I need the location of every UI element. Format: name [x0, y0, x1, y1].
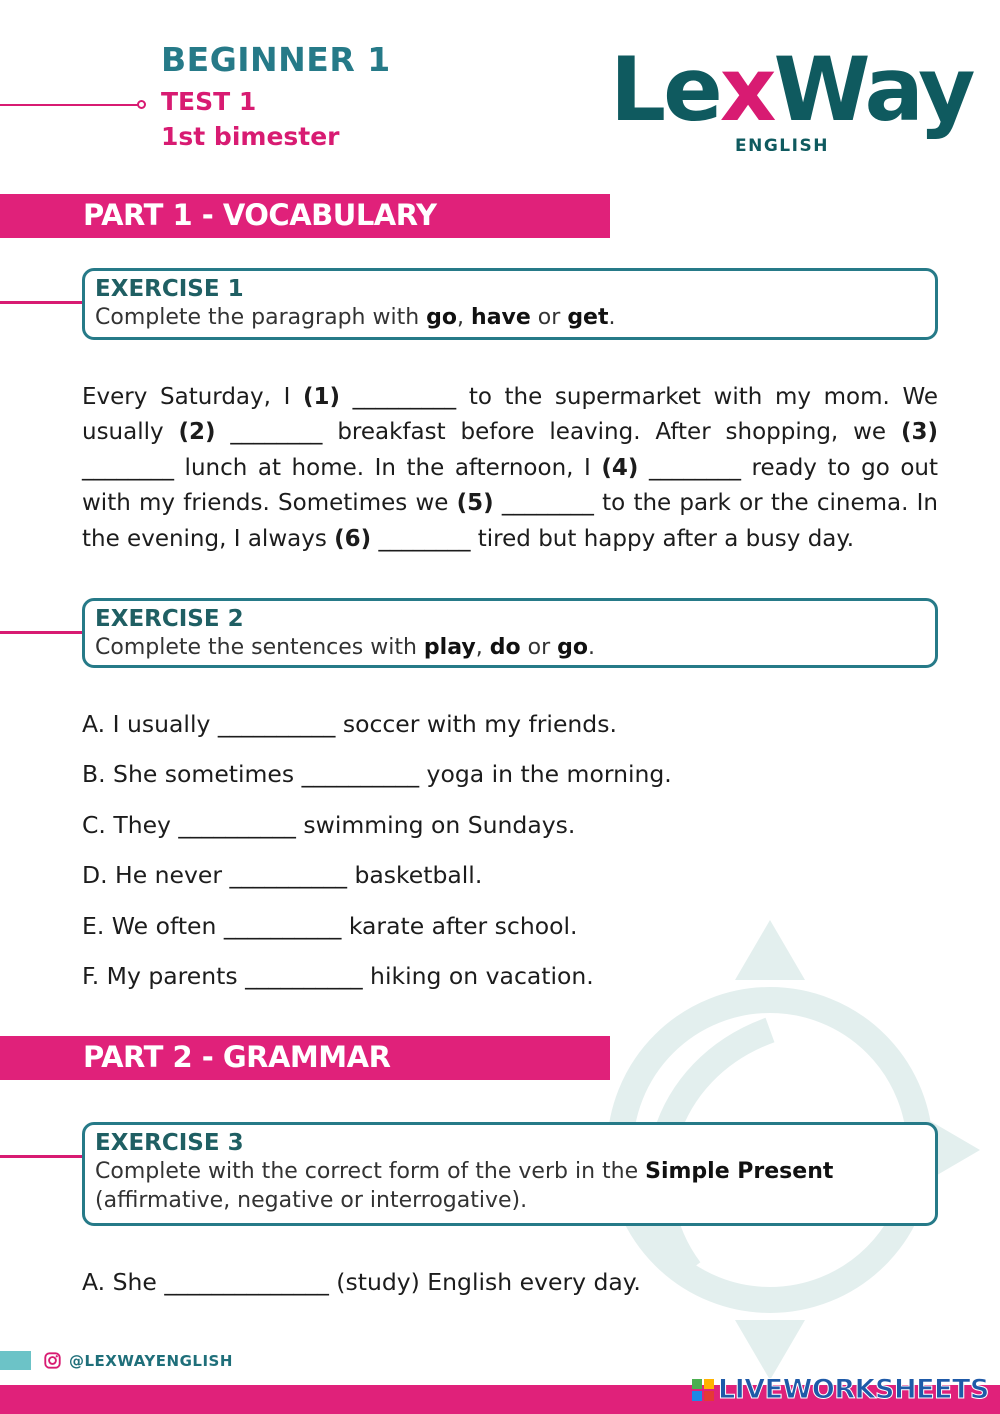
test-number: TEST 1 [161, 87, 257, 116]
exercise2-item-c[interactable]: C. They __________ swimming on Sundays. [82, 811, 576, 839]
exercise3-title: EXERCISE 3 [95, 1130, 244, 1156]
part1-banner [0, 194, 610, 238]
exercise2-item-e[interactable]: E. We often __________ karate after school. [82, 912, 578, 940]
exercise3-box [82, 1122, 938, 1226]
logo-wordmark: LexWay [610, 38, 973, 141]
exercise3-item-a[interactable]: A. She ______________ (study) English every day. [82, 1268, 641, 1296]
liveworksheets-logo[interactable] [692, 1374, 989, 1405]
part1-title: PART 1 - VOCABULARY [83, 198, 437, 232]
exercise2-instruction: Complete the sentences with play, do or go. [95, 635, 595, 660]
header-divider-dot [137, 100, 146, 109]
exercise1-paragraph: Every Saturday, I (1) _________ to the supermarket with my mom. We usually (2) ________ breakfast before leaving. After shopping, we (3) ________ lunch at home. In the afternoon, I (4) ________ ready to go out with my friends. Sometimes we (5) ________ to the park or the cinema. In the evening, I always (6) ________ tired but happy after a busy day. [82, 384, 939, 552]
exercise1-title: EXERCISE 1 [95, 276, 244, 302]
test-level-title: BEGINNER 1 [161, 40, 391, 79]
part2-title: PART 2 - GRAMMAR [83, 1040, 391, 1074]
exercise3-instruction-line2: (affirmative, negative or interrogative). [95, 1188, 528, 1213]
exercise2-box [82, 598, 938, 668]
exercise1-box [82, 268, 938, 340]
exercise2-item-b[interactable]: B. She sometimes __________ yoga in the morning. [82, 760, 672, 788]
lexway-logo [610, 38, 973, 160]
footer-accent-block [0, 1351, 31, 1370]
exercise2-title: EXERCISE 2 [95, 606, 244, 632]
part2-banner [0, 1036, 610, 1080]
exercise3-connector [0, 1155, 84, 1158]
exercise2-item-d[interactable]: D. He never __________ basketball. [82, 861, 483, 889]
exercise1-instruction: Complete the paragraph with go, have or get. [95, 305, 616, 330]
test-period: 1st bimester [161, 122, 340, 151]
instagram-icon[interactable] [44, 1352, 61, 1369]
exercise3-instruction: Complete with the correct form of the verb in the Simple Present [95, 1159, 834, 1184]
liveworksheets-icon [692, 1379, 714, 1401]
exercise2-item-f[interactable]: F. My parents __________ hiking on vacation. [82, 962, 594, 990]
liveworksheets-text: LIVEWORKSHEETS [718, 1374, 989, 1405]
header-divider-line [0, 104, 138, 106]
exercise2-item-a[interactable]: A. I usually __________ soccer with my friends. [82, 710, 617, 738]
exercise1-connector [0, 301, 84, 304]
logo-subtitle: ENGLISH [735, 136, 829, 156]
exercise2-connector [0, 631, 84, 634]
instagram-handle[interactable]: @LEXWAYENGLISH [69, 1352, 233, 1370]
